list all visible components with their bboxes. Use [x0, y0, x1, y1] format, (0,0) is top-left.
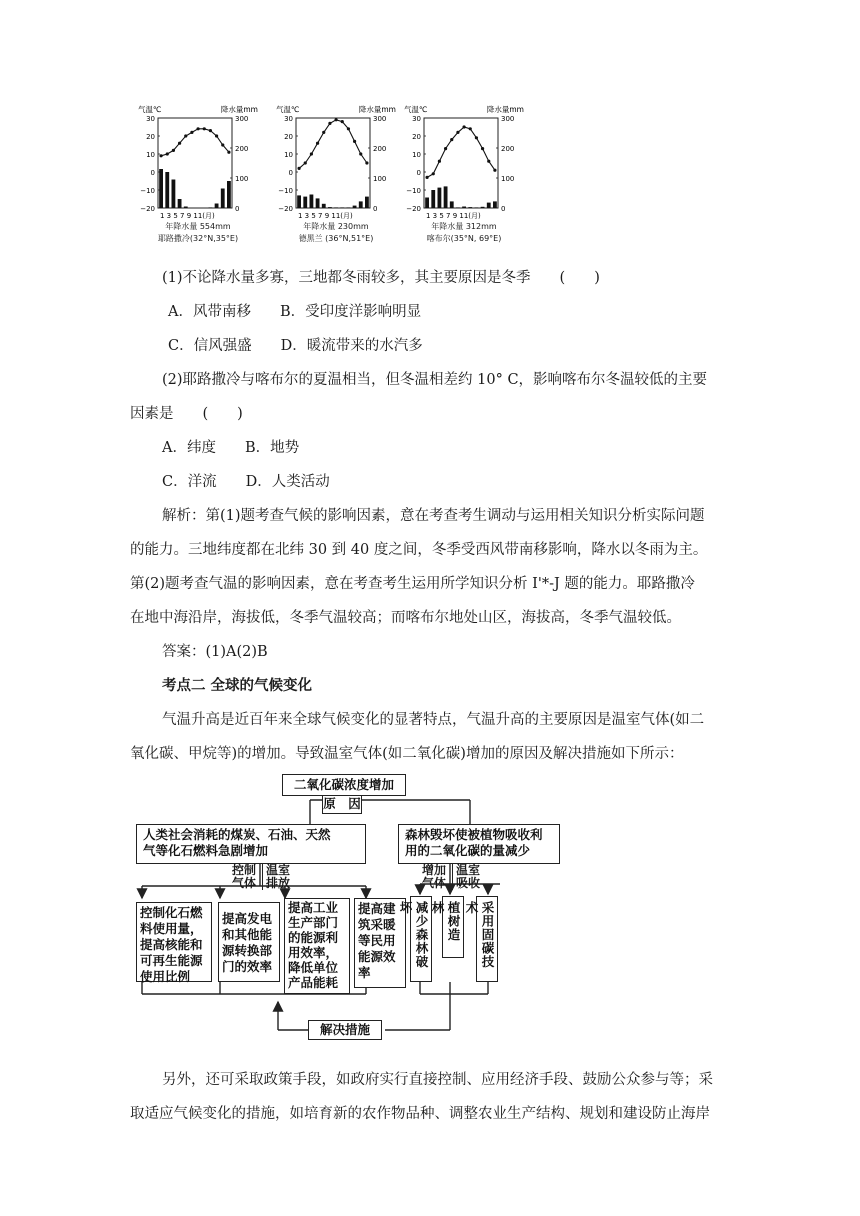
temp-axis-title: 气温℃	[138, 105, 162, 114]
precip-axis-title: 降水量mm	[486, 105, 524, 114]
temp-tick-label: 10	[284, 151, 293, 159]
control-label: 控制 气体	[232, 863, 257, 890]
temp-axis-title: 气温℃	[276, 105, 300, 114]
precip-bar	[178, 199, 182, 208]
precip-bar	[359, 201, 363, 208]
measure-building-box: 提高建 筑采暖 等民用 能源效 率	[354, 898, 406, 988]
precip-bar	[468, 207, 472, 208]
temp-tick-label: −20	[406, 205, 421, 213]
temp-tick-label: 20	[284, 133, 293, 141]
precip-tick-label: 200	[501, 145, 515, 153]
annual-precip: 年降水量 554mm	[165, 222, 231, 231]
precip-bar	[209, 207, 213, 208]
question-1-options-cd: C．信风强盛 D．暖流带来的水汽多	[168, 338, 423, 354]
temp-point	[365, 161, 368, 164]
temp-point	[227, 151, 230, 154]
solution-box: 解决措施	[308, 1020, 382, 1040]
climate-chart-svg	[402, 104, 526, 222]
temp-point	[462, 125, 465, 128]
precip-bar	[475, 207, 479, 208]
precip-bar	[172, 180, 176, 209]
precip-tick-label: 200	[373, 145, 387, 153]
temp-tick-label: 10	[146, 151, 155, 159]
temp-point	[322, 131, 325, 134]
closing-line: 另外，还可采取政策手段，如政府实行直接控制、应用经济手段、鼓励公众参与等；采	[162, 1072, 713, 1088]
temp-point	[221, 143, 224, 146]
measure-afforestation-box: 植树造林	[442, 896, 464, 958]
climate-chart-kabul	[402, 104, 526, 256]
temp-point	[297, 167, 300, 170]
cause-line: 用的二氧化碳的量减少	[405, 843, 531, 858]
temp-point	[359, 152, 362, 155]
temp-point	[450, 138, 453, 141]
increase-label: 增加 气体	[422, 863, 447, 890]
precip-tick-label: 300	[235, 115, 249, 123]
answer: 答案：(1)A(2)B	[162, 644, 268, 660]
measure-power-efficiency-box: 提高发电 和其他能 源转换部 门的效率	[218, 902, 280, 982]
precip-tick-label: 200	[235, 145, 249, 153]
temp-axis-title: 气温℃	[404, 105, 428, 114]
temp-point	[172, 149, 175, 152]
precip-bar	[353, 206, 357, 208]
precip-bar	[431, 190, 435, 208]
temp-point	[166, 152, 169, 155]
reason-box: 原 因	[322, 796, 362, 814]
question-1-stem: (1)不论降水量多寡，三地都冬雨较多，其主要原因是冬季 ( )	[162, 270, 600, 286]
precip-bar	[165, 172, 169, 208]
annual-precip: 年降水量 230mm	[303, 222, 369, 231]
temp-point	[310, 152, 313, 155]
temp-point	[178, 142, 181, 145]
climate-charts	[136, 104, 536, 256]
temp-tick-label: −10	[406, 187, 421, 195]
precip-tick-label: 300	[501, 115, 515, 123]
precip-tick-label: 0	[501, 205, 506, 213]
temp-point	[328, 122, 331, 125]
measure-fossil-fuel-box: 控制化石燃 料使用量， 提高核能和 可再生能源 使用比例	[136, 902, 212, 982]
cause-line: 人类社会消耗的煤炭、石油、天然	[143, 827, 331, 842]
precip-bar	[444, 186, 448, 208]
temp-tick-label: 10	[412, 151, 421, 159]
precip-bar	[462, 207, 466, 209]
temp-tick-label: −20	[140, 205, 155, 213]
ghg-emission-label: 温室 排放	[262, 864, 290, 890]
temp-tick-label: 20	[412, 133, 421, 141]
cause-fossil-fuel-box	[136, 824, 366, 864]
cause-line: 森林毁坏使被植物吸收利	[405, 827, 543, 842]
question-2-stem: (2)耶路撒冷与喀布尔的夏温相当，但冬温相差约 10° C，影响喀布尔冬温较低的主要	[162, 372, 708, 388]
precip-tick-label: 0	[373, 205, 378, 213]
temp-point	[432, 172, 435, 175]
precip-bar	[425, 198, 429, 209]
temp-point	[487, 160, 490, 163]
station-name: 喀布尔(35°N, 69°E)	[426, 234, 502, 243]
analysis-line: 在地中海沿岸，海拔低，冬季气温较高；而喀布尔地处山区，海拔高，冬季气温较低。	[130, 610, 681, 626]
precip-bar	[334, 207, 338, 208]
precip-bar	[456, 207, 460, 208]
analysis-line: 解析：第(1)题考查气候的影响因素，意在考查考生调动与运用相关知识分析实际问题	[162, 508, 705, 524]
precip-axis-title: 降水量mm	[358, 105, 396, 114]
station-name: 德黑兰 (36°N,51°E)	[298, 234, 374, 243]
temp-point	[475, 136, 478, 139]
measure-reduce-deforestation-box: 减少森林破坏	[410, 896, 432, 982]
temp-point	[184, 134, 187, 137]
co2-flow-diagram	[130, 772, 730, 1044]
climate-chart-jerusalem	[136, 104, 260, 256]
precip-bar	[297, 195, 301, 208]
temp-tick-label: −10	[278, 187, 293, 195]
cause-deforestation-box	[398, 824, 560, 864]
question-2-stem-cont: 因素是 ( )	[130, 406, 243, 422]
month-tick-labels: 1 3 5 7 9 11(月)	[426, 212, 481, 220]
temp-tick-label: 0	[288, 169, 293, 177]
temp-point	[347, 127, 350, 130]
month-tick-labels: 1 3 5 7 9 11(月)	[160, 212, 215, 220]
temp-point	[493, 169, 496, 172]
precip-bar	[438, 188, 442, 208]
temp-line	[427, 127, 495, 177]
temp-point	[341, 120, 344, 123]
precip-bar	[328, 207, 332, 208]
precip-bar	[227, 181, 231, 208]
temp-line	[299, 120, 367, 169]
ghg-absorb-label: 温室 吸收	[452, 864, 480, 890]
temp-tick-label: −10	[140, 187, 155, 195]
precip-bar	[493, 201, 497, 208]
co2-increase-box: 二氧化碳浓度增加	[282, 774, 406, 796]
precip-tick-label: 0	[235, 205, 240, 213]
intro-line: 气温升高是近百年来全球气候变化的显著特点，气温升高的主要原因是温室气体(如二	[162, 712, 705, 728]
precip-bar	[365, 197, 369, 208]
section-title: 考点二 全球的气候变化	[162, 678, 313, 694]
climate-chart-svg	[274, 104, 398, 222]
plot-frame	[296, 118, 370, 208]
precip-bar	[481, 207, 485, 208]
temp-point	[481, 147, 484, 150]
precip-tick-label: 100	[373, 175, 387, 183]
temp-tick-label: 30	[284, 115, 293, 123]
temp-point	[304, 161, 307, 164]
temp-tick-label: 0	[416, 169, 421, 177]
precip-bar	[310, 195, 314, 209]
measure-carbon-sequestration-box: 采用固碳技术	[476, 896, 498, 982]
precip-bar	[215, 204, 219, 209]
measure-industry-box: 提高工业 生产部门 的能源利 用效率， 降低单位 产品能耗	[284, 898, 350, 994]
temp-point	[209, 129, 212, 132]
precip-tick-label: 100	[235, 175, 249, 183]
analysis-line: 第(2)题考查气温的影响因素，意在考查考生运用所学知识分析 I'*-J 题的能力。耶路撒冷	[130, 576, 695, 592]
temp-point	[316, 142, 319, 145]
temp-line	[161, 129, 229, 156]
temp-point	[159, 154, 162, 157]
temp-point	[215, 134, 218, 137]
temp-tick-label: 20	[146, 133, 155, 141]
precip-bar	[322, 204, 326, 208]
question-1-options-ab: A．风带南移 B．受印度洋影响明显	[168, 304, 422, 320]
temp-tick-label: 30	[412, 115, 421, 123]
month-tick-labels: 1 3 5 7 9 11(月)	[298, 212, 353, 220]
climate-chart-tehran	[274, 104, 398, 256]
precip-bar	[303, 197, 307, 208]
precip-bar	[487, 203, 491, 208]
station-name: 耶路撒冷(32°N,35°E)	[157, 234, 239, 243]
temp-tick-label: 30	[146, 115, 155, 123]
closing-line: 取适应气候变化的措施，如培育新的农作物品种、调整农业生产结构、规划和建设防止海岸	[130, 1106, 710, 1122]
temp-point	[438, 160, 441, 163]
temp-tick-label: 0	[150, 169, 155, 177]
climate-chart-svg	[136, 104, 260, 222]
precip-tick-label: 100	[501, 175, 515, 183]
annual-precip: 年降水量 312mm	[431, 222, 497, 231]
precip-bar	[316, 198, 320, 208]
temp-point	[456, 131, 459, 134]
analysis-line: 的能力。三地纬度都在北纬 30 到 40 度之间，冬季受西风带南移影响，降水以冬雨为主。	[130, 542, 708, 558]
precip-bar	[221, 189, 225, 209]
temp-point	[190, 131, 193, 134]
precip-bar	[347, 207, 351, 208]
temp-point	[334, 118, 337, 121]
question-2-options-cd: C．洋流 D．人类活动	[162, 474, 330, 490]
temp-point	[425, 176, 428, 179]
temp-point	[196, 127, 199, 130]
precip-axis-title: 降水量mm	[220, 105, 258, 114]
temp-point	[203, 127, 206, 130]
precip-bar	[184, 207, 188, 209]
cause-line: 气等化石燃料急剧增加	[143, 843, 269, 858]
precip-bar	[450, 201, 454, 208]
temp-point	[444, 147, 447, 150]
precip-bar	[340, 207, 344, 208]
precip-bar	[159, 169, 163, 208]
question-2-options-ab: A．纬度 B．地势	[162, 440, 300, 456]
temp-tick-label: −20	[278, 205, 293, 213]
intro-line: 氧化碳、甲烷等)的增加。导致温室气体(如二氧化碳)增加的原因及解决措施如下所示：	[130, 746, 684, 762]
temp-point	[353, 140, 356, 143]
temp-point	[469, 127, 472, 130]
precip-tick-label: 300	[373, 115, 387, 123]
